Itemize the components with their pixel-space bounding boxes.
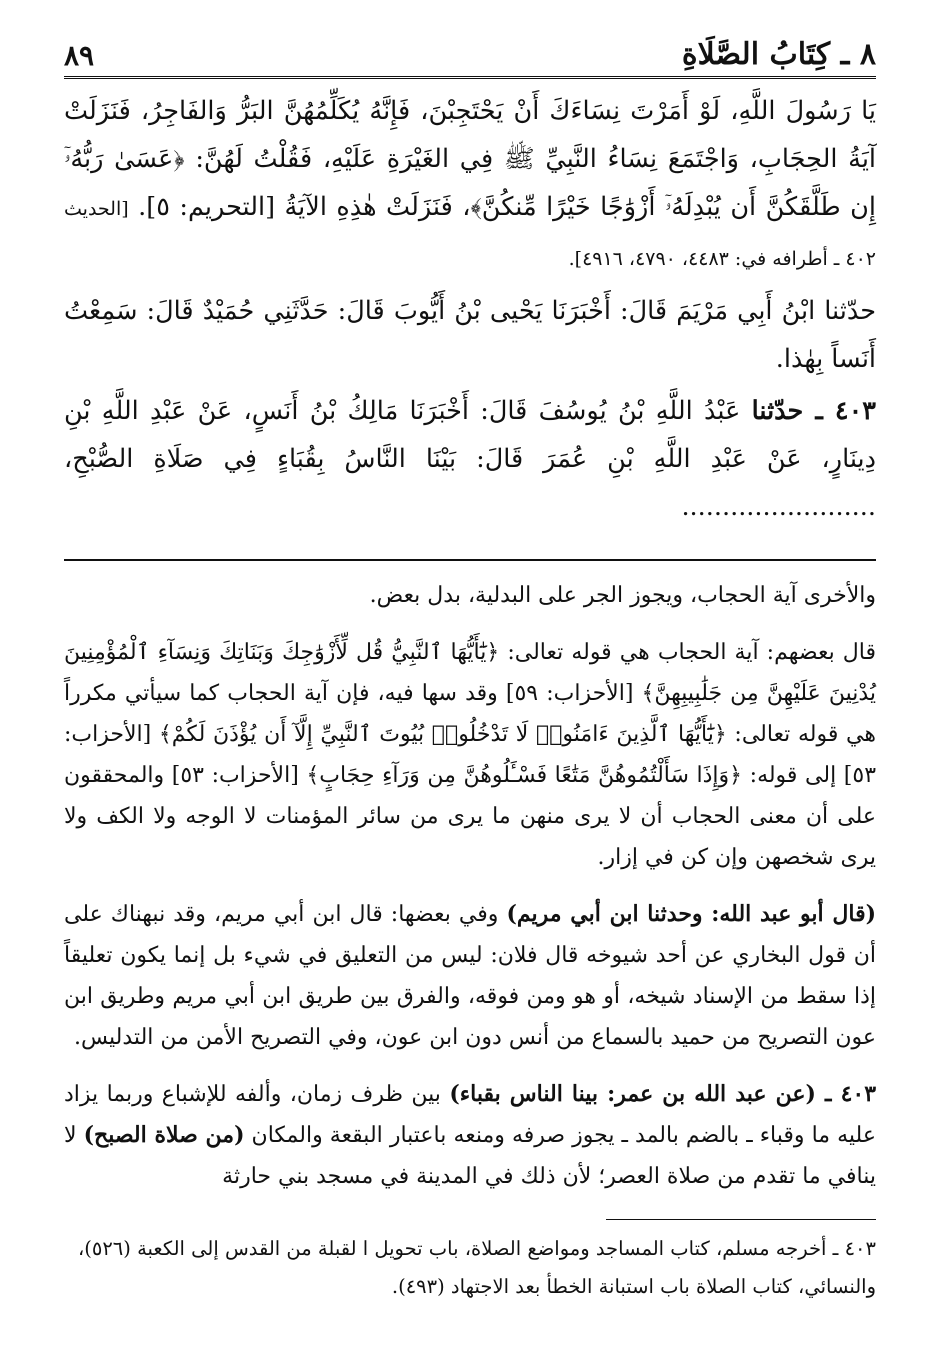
isnad-ibn-abi-maryam: حدّثنا ابْنُ أَبِي مَرْيَمَ قَالَ: أَخْبَرَنَا يَحْيى بْنُ أَيُّوبَ قَالَ: حَدَّثَنِي حُمَيْدٌ قَالَ: سَمِعْتُ أَنَساً بِهٰذا. — [64, 296, 876, 374]
footnote-line-1: ٤٠٣ ـ أخرجه مسلم، كتاب المساجد ومواضع الصلاة، باب تحويل ا لقبلة من القدس إلى الكعبة (٥٢٦)، — [77, 1237, 876, 1260]
text-commentary-divider — [64, 559, 876, 561]
chapter-title: ٨ ـ كِتَابُ الصَّلَاةِ — [681, 37, 876, 72]
commentary-paragraph-4 — [64, 1074, 876, 1197]
commentary-paragraph-1 — [64, 575, 876, 616]
hadith-403-number: ٤٠٣ ـ حدّثنا — [751, 396, 876, 426]
commentary-paragraph-3 — [64, 894, 876, 1058]
commentary-text-3: وفي بعضها: قال ابن أبي مريم، وقد نبهناك على أن قول البخاري عن أحد شيوخه قال فلان: ليس من التعليق في شيء بل إنما يكون تعليقاً إذا سقط من الإسناد شيخه، أو هو ومن فوقه، والفرق بين طريق ابن أبي مريم وطريق ابن عون التصريح من حميد بالسماع من أنس دون ابن عون، وفي التصريح الأمن من التدليس. — [64, 902, 876, 1050]
commentary — [64, 575, 876, 1197]
hadith-paragraph-1 — [64, 87, 876, 283]
book-page — [64, 28, 876, 1306]
commentary-text-2: قال بعضهم: آية الحجاب هي قوله تعالى: ﴿يَٰٓأَيُّهَا ٱلنَّبِيُّ قُل لِّأَزْوَٰجِكَ وَبَنَاتِكَ وَنِسَآءِ ٱلْمُؤْمِنِينَ يُدْنِينَ عَلَيْهِنَّ مِن جَلَٰبِيبِهِنَّ﴾ [الأحزاب: ٥٩] وقد سها فيه، فإن آية الحجاب كما سيأتي مكرراً هي قوله تعالى: ﴿يَٰٓأَيُّهَا ٱلَّذِينَ ءَامَنُوا۟ لَا تَدْخُلُوا۟ بُيُوتَ ٱلنَّبِيِّ إِلَّآ أَن يُؤْذَنَ لَكُمْ﴾ [الأحزاب: ٥٣] إلى قوله: ﴿وَإِذَا سَأَلْتُمُوهُنَّ مَتَٰعًا فَسْـَٔلُوهُنَّ مِن وَرَآءِ حِجَابٍ﴾ [الأحزاب: ٥٣] والمحققون على أن معنى الحجاب أن لا يرى منهن ما يرى من سائر المؤمنات لا الوجه ولا الكف ولا يرى شخصهن وإن كن في إزار. — [64, 640, 877, 870]
footnote-line-2: والنسائي، كتاب الصلاة باب استبانة الخطأ بعد الاجتهاد (٤٩٣). — [391, 1275, 876, 1298]
page-number: ٨٩ — [64, 39, 95, 72]
hadith-paragraph-2 — [64, 287, 876, 383]
footnote-divider — [606, 1219, 876, 1220]
commentary-lemma-4b: (من صلاة الصبح) — [83, 1122, 245, 1148]
commentary-text-1: والأخرى آية الحجاب، ويجوز الجر على البدلية، بدل بعض. — [369, 583, 876, 608]
commentary-lemma-3: (قال أبو عبد الله: وحدثنا ابن أبي مريم) — [506, 901, 876, 927]
hadith-text — [64, 87, 876, 531]
continuation-dots: ........................ — [681, 492, 876, 522]
commentary-text-4: بين ظرف زمان، وألفه للإشباع وربما يزاد عليه ما وقباء ـ بالضم بالمد ـ يجوز صرفه ومنعه باعتبار البقعة والمكان — [64, 1082, 876, 1148]
hadith-402-ending: يَا رَسُولَ اللَّهِ، لَوْ أَمَرْتَ نِسَاءَكَ أَنْ يَحْتَجِبْنَ، فَإِنَّهُ يُكَلِّمُهُنَّ البَرُّ وَالفَاجِرُ، فَنَزَلَتْ آيَةُ الحِجَابِ، وَاجْتَمَعَ نِسَاءُ النَّبِيِّ ﷺ فِي الغَيْرَةِ عَلَيْهِ، فَقُلْتُ لَهُنَّ: ﴿عَسَىٰ رَبُّهُۥٓ إِن طَلَّقَكُنَّ أَن يُبْدِلَهُۥٓ أَزْوَٰجًا خَيْرًا مِّنكُنَّ﴾، فَنَزَلَتْ هٰذِهِ الآيَةُ [التحريم: ٥]. — [64, 96, 876, 222]
commentary-lemma-4: ٤٠٣ ـ (عن عبد الله بن عمر: بينا الناس بقباء) — [449, 1081, 877, 1107]
hadith-paragraph-3 — [64, 387, 876, 531]
commentary-paragraph-2 — [64, 632, 876, 878]
commentary-text-4b: لا ينافي ما تقدم من صلاة العصر؛ لأن ذلك في المدينة في مسجد بني حارثة — [64, 1123, 876, 1189]
footnotes — [64, 1230, 876, 1306]
hadith-403-text: عَبْدُ اللَّهِ بْنُ يُوسُفَ قَالَ: أَخْبَرَنَا مَالِكُ بْنُ أَنَسٍ، عَنْ عَبْدِ اللَّهِ بْنِ دِينَارٍ، عَنْ عَبْدِ اللَّهِ بْنِ عُمَرَ قَالَ: بَيْنَا النَّاسُ بِقُبَاءٍ فِي صَلَاةِ الصُّبْحِ، — [64, 396, 876, 474]
page-header — [64, 28, 876, 79]
hadith-402-reference: [الحديث ٤٠٢ ـ أطرافه في: ٤٤٨٣، ٤٧٩٠، ٤٩١٦]. — [64, 198, 876, 270]
